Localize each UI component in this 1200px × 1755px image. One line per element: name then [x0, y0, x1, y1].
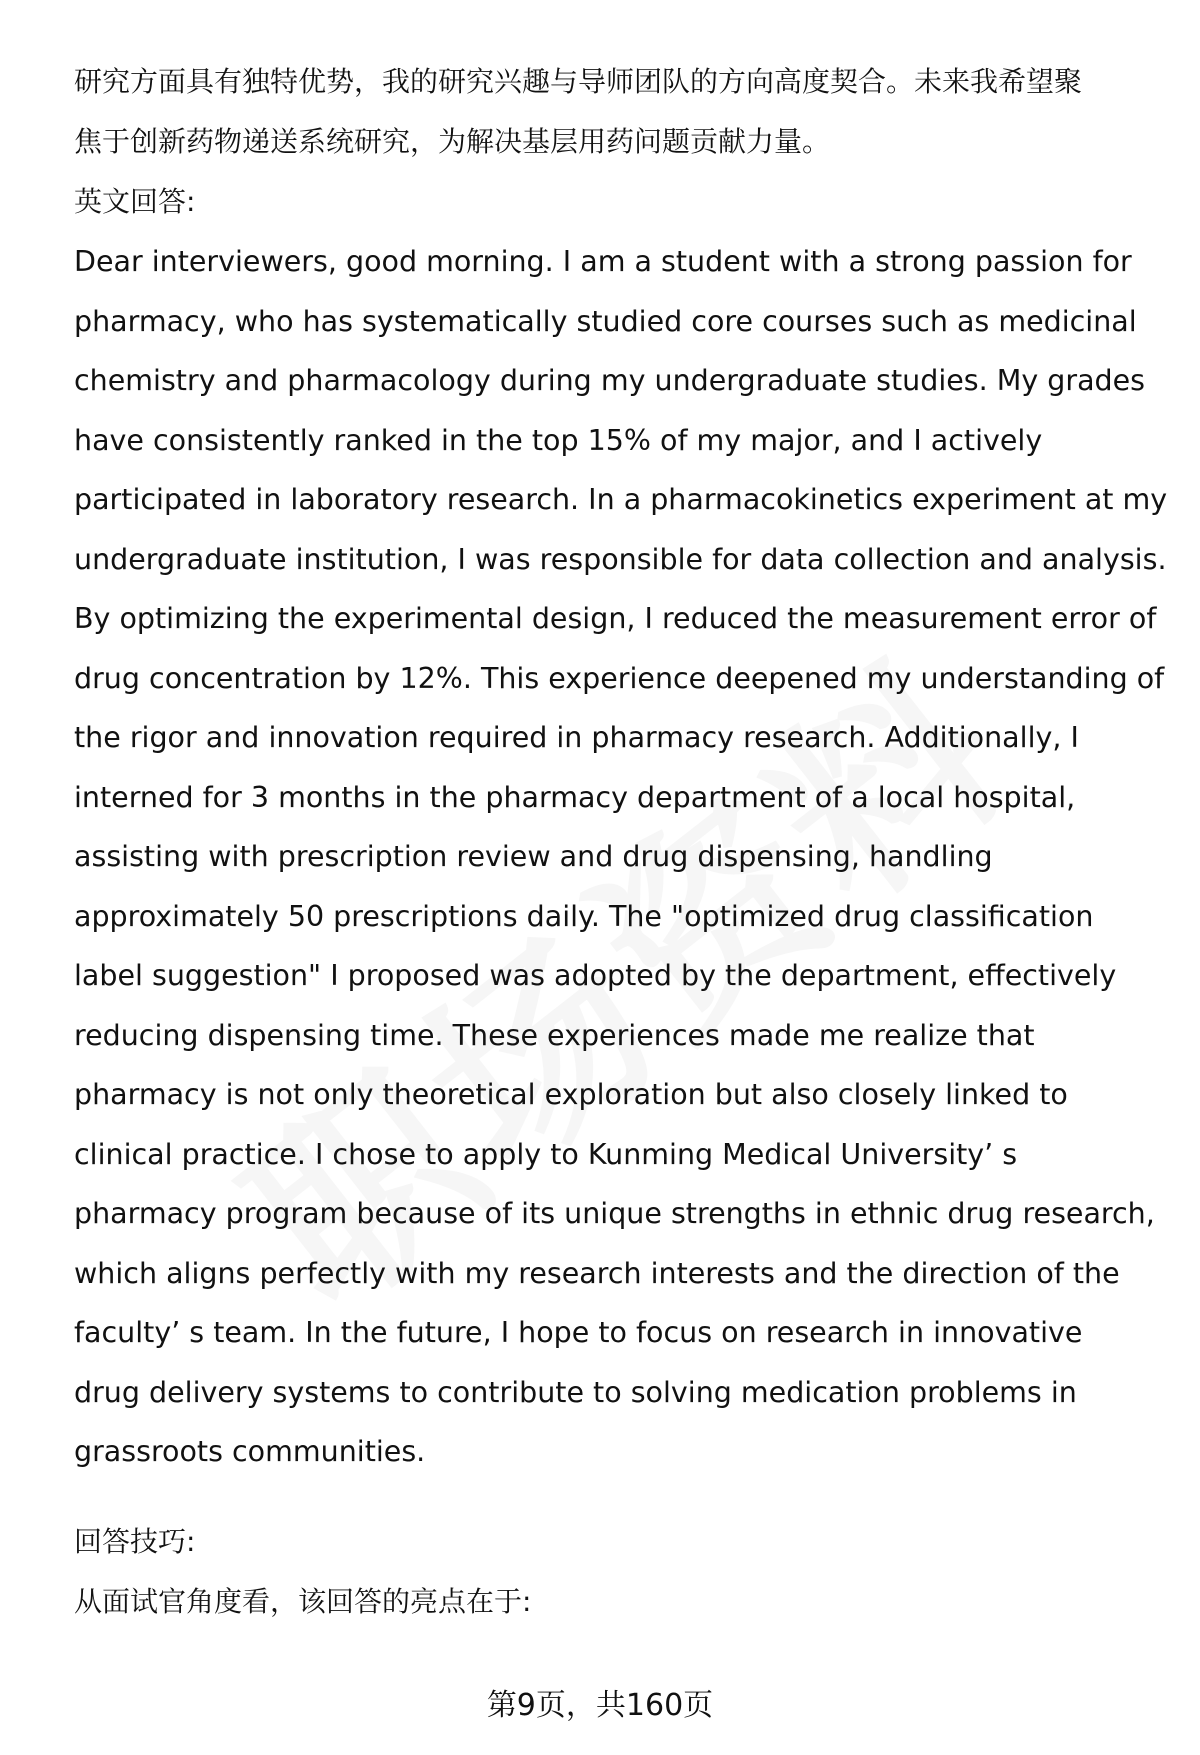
english-answer-line: clinical practice. I chose to apply to Kunming Medical University’ s [74, 1137, 1018, 1171]
page-number-footer: 第9页，共160页 [486, 1688, 714, 1723]
english-answer-line: participated in laboratory research. In a pharmacokinetics experiment at my [74, 483, 1168, 516]
english-answer-line: pharmacy, who has systematically studied core courses such as medicinal [74, 304, 1137, 338]
english-answer-line: Dear interviewers, good morning. I am a student with a strong passion for [74, 245, 1132, 278]
english-answer-line: reducing dispensing time. These experiences made me realize that [74, 1018, 1035, 1052]
english-answer-line: which aligns perfectly with my research interests and the direction of the [74, 1256, 1120, 1290]
page-content [74, 52, 1168, 1632]
chinese-intro-line-2: 焦于创新药物递送系统研究，为解决基层用药问题贡献力量。 [74, 125, 831, 158]
english-answer-line: pharmacy program because of its unique strengths in ethnic drug research, [74, 1197, 1155, 1230]
section-spacer [74, 1482, 1164, 1512]
english-answer-line: the rigor and innovation required in pharmacy research. Additionally, I [74, 721, 1079, 754]
english-answer-line: drug concentration by 12%. This experience deepened my understanding of [74, 661, 1165, 695]
english-answer-line: have consistently ranked in the top 15% of my major, and I actively [74, 423, 1043, 457]
tips-heading: 回答技巧: [74, 1524, 196, 1558]
english-answer-line: label suggestion" I proposed was adopted by the department, effectively [74, 959, 1117, 992]
english-answer-line: drug delivery systems to contribute to solving medication problems in [74, 1375, 1077, 1409]
english-answer-line: grassroots communities. [74, 1435, 426, 1468]
english-answer-line: assisting with prescription review and drug dispensing, handling [74, 840, 993, 873]
english-answer-heading: 英文回答: [74, 185, 196, 218]
english-answer-line: faculty’ s team. In the future, I hope to focus on research in innovative [74, 1316, 1083, 1349]
english-answer-line: interned for 3 months in the pharmacy department of a local hospital, [74, 780, 1076, 814]
english-answer-line: chemistry and pharmacology during my undergraduate studies. My grades [74, 364, 1146, 397]
chinese-intro-line-1: 研究方面具有独特优势，我的研究兴趣与导师团队的方向高度契合。未来我希望聚 [74, 65, 1083, 98]
english-answer-paragraph [74, 232, 1168, 1482]
english-answer-line: undergraduate institution, I was responsible for data collection and analysis. [74, 542, 1167, 576]
english-answer-line: pharmacy is not only theoretical exploration but also closely linked to [74, 1078, 1068, 1111]
tips-intro: 从面试官角度看，该回答的亮点在于: [74, 1584, 532, 1618]
english-answer-line: By optimizing the experimental design, I reduced the measurement error of [74, 602, 1157, 635]
english-answer-line: approximately 50 prescriptions daily. The "optimized drug classification [74, 899, 1094, 933]
